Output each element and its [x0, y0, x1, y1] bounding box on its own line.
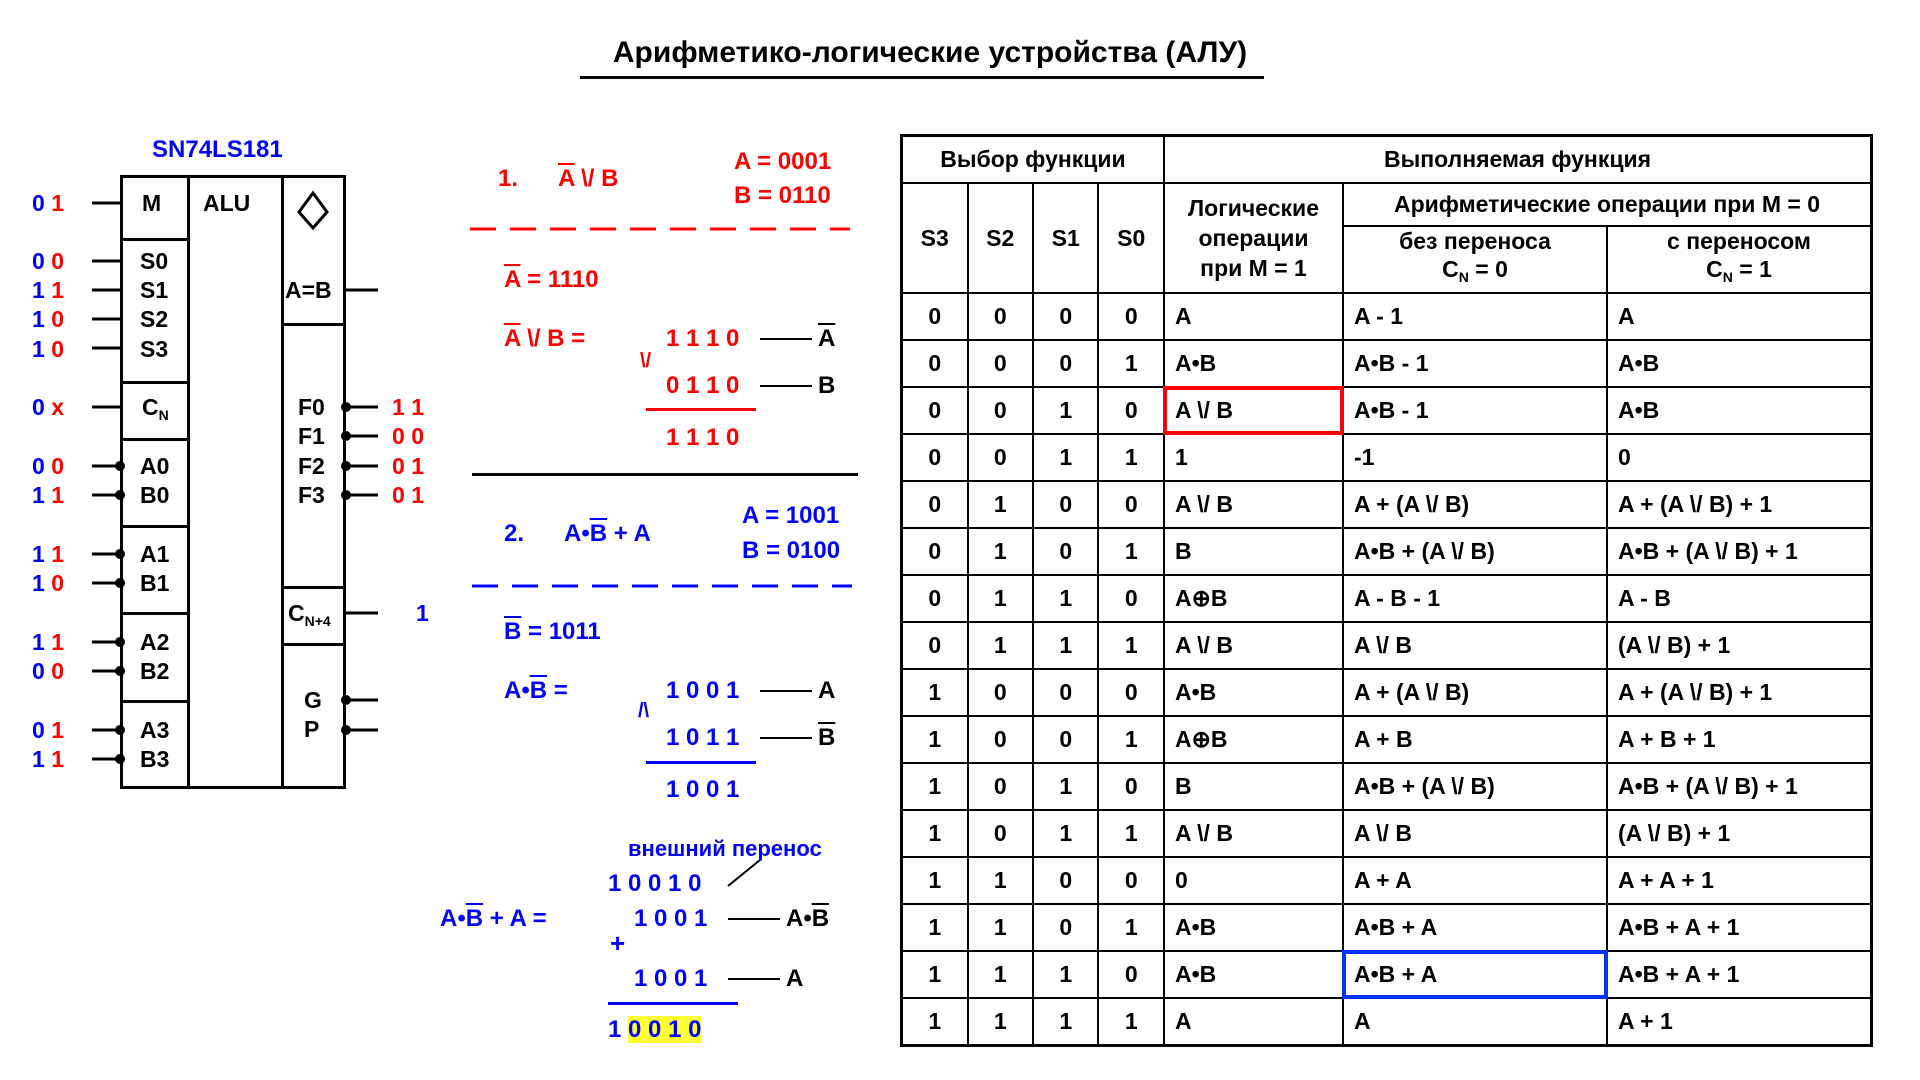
cell-arith-no-carry: A•B - 1 [1343, 340, 1607, 387]
col-s3: S3 [902, 183, 968, 293]
sum-row2-leader [728, 978, 780, 980]
cell-arith-no-carry: A + A [1343, 857, 1607, 904]
ex1-a-given: A = 0001 [734, 148, 832, 175]
cell-arith-carry: (A \/ B) + 1 [1607, 622, 1872, 669]
cell-logic: A \/ B [1164, 622, 1343, 669]
table-row [902, 481, 1872, 528]
cell-logic: A•B [1164, 340, 1343, 387]
cell-arith-carry: A•B + (A \/ B) + 1 [1607, 528, 1872, 575]
cell-arith-carry: A•B + (A \/ B) + 1 [1607, 763, 1872, 810]
table-row [902, 716, 1872, 763]
ex2-op: /\ [638, 700, 650, 722]
cell-s2: 0 [968, 340, 1033, 387]
cell-s0: 1 [1098, 622, 1164, 669]
ex1-row2-tag: B [818, 372, 836, 399]
ex1-row1-leader [760, 338, 812, 340]
cell-arith-carry: A•B [1607, 340, 1872, 387]
ex2-row1-tag: A [818, 677, 836, 704]
f1-value: 0 0 [392, 423, 424, 449]
table-row [902, 340, 1872, 387]
s0-value: 0 0 [32, 248, 64, 274]
a2-value: 1 1 [32, 629, 64, 655]
cell-s0: 0 [1098, 575, 1164, 622]
cell-logic: A \/ B [1164, 810, 1343, 857]
carry-label: внешний перенос [628, 836, 822, 861]
table-row [902, 904, 1872, 951]
cell-s1: 1 [1033, 387, 1098, 434]
cell-s2: 0 [968, 387, 1033, 434]
sum-row1-tag: $A•\overline{B}$ [786, 905, 830, 932]
final-result: 1 0 0 1 0 [608, 1016, 702, 1043]
table-row [902, 528, 1872, 575]
cell-logic: A \/ B [1164, 481, 1343, 528]
col-s0: S0 [1098, 183, 1164, 293]
ex2-not-b: $\overline{B} = 1011$ [504, 618, 601, 645]
cell-s1: 0 [1033, 904, 1098, 951]
sum-label: $A•\overline{B} + A$ = [440, 905, 547, 932]
col-s1: S1 [1033, 183, 1098, 293]
cell-arith-carry: A + (A \/ B) + 1 [1607, 481, 1872, 528]
ex2-row2-leader [760, 737, 812, 739]
sum-row2: 1 0 0 1 [634, 965, 708, 992]
cell-s1: 1 [1033, 951, 1098, 998]
sum-row2-tag: A [786, 965, 804, 992]
cell-s0: 0 [1098, 481, 1164, 528]
cell-s2: 0 [968, 716, 1033, 763]
pin-a0-label: A0 [140, 453, 170, 479]
cell-arith-no-carry: A•B + (A \/ B) [1343, 528, 1607, 575]
cell-arith-no-carry: A•B + A [1343, 951, 1607, 998]
cell-s2: 0 [968, 810, 1033, 857]
cell-logic: 0 [1164, 857, 1343, 904]
cell-logic: A•B [1164, 669, 1343, 716]
pin-f2-label: F2 [298, 453, 325, 479]
cell-s2: 0 [968, 293, 1033, 340]
ex1-expression: $\overline{A}$ \/ B [558, 165, 619, 192]
pin-f3-label: F3 [298, 482, 325, 508]
pin-b1-label: B1 [140, 570, 170, 596]
cell-s1: 1 [1033, 434, 1098, 481]
b3-value: 1 1 [32, 746, 64, 772]
table-row [902, 857, 1872, 904]
cell-s0: 1 [1098, 340, 1164, 387]
cell-s3: 1 [902, 763, 968, 810]
ex2-b-given: B = 0100 [742, 537, 841, 564]
carry-arrow-icon [724, 858, 764, 888]
ex1-dashed-divider [470, 226, 850, 232]
b1-value: 1 0 [32, 570, 64, 596]
table-row [902, 293, 1872, 340]
cell-arith-no-carry: A - B - 1 [1343, 575, 1607, 622]
sum-row1: 1 0 0 1 [634, 905, 708, 932]
cell-s1: 1 [1033, 810, 1098, 857]
pin-a2-label: A2 [140, 629, 170, 655]
cell-arith-no-carry: A•B + (A \/ B) [1343, 763, 1607, 810]
carry-row: 1 0 0 1 0 [608, 870, 702, 897]
cell-s3: 1 [902, 951, 968, 998]
cell-s2: 1 [968, 481, 1033, 528]
cell-s0: 0 [1098, 669, 1164, 716]
cell-s3: 0 [902, 528, 968, 575]
cell-arith-carry: A [1607, 293, 1872, 340]
pin-cn-label: $C_N$ [142, 394, 169, 423]
cell-s3: 0 [902, 387, 968, 434]
cell-arith-no-carry: A [1343, 998, 1607, 1046]
cell-s3: 0 [902, 575, 968, 622]
cell-s2: 1 [968, 622, 1033, 669]
cell-s1: 1 [1033, 575, 1098, 622]
cell-s2: 0 [968, 763, 1033, 810]
cell-s0: 0 [1098, 763, 1164, 810]
ex1-sum-line [646, 408, 756, 411]
cell-s0: 0 [1098, 951, 1164, 998]
ex2-number: 2. [504, 520, 525, 547]
table-row [902, 434, 1872, 481]
table-row [902, 998, 1872, 1046]
cell-arith-carry: (A \/ B) + 1 [1607, 810, 1872, 857]
examples-divider [472, 473, 858, 476]
ex1-b-given: B = 0110 [734, 182, 831, 209]
cell-arith-carry: A•B + A + 1 [1607, 904, 1872, 951]
f0-value: 1 1 [392, 394, 424, 420]
cell-arith-no-carry: A \/ B [1343, 622, 1607, 669]
a3-value: 0 1 [32, 717, 64, 743]
cell-arith-no-carry: A \/ B [1343, 810, 1607, 857]
m-value: 0 1 [32, 190, 64, 216]
cell-arith-no-carry: A•B + A [1343, 904, 1607, 951]
s1-value: 1 1 [32, 277, 64, 303]
cell-arith-no-carry: -1 [1343, 434, 1607, 481]
cell-s3: 0 [902, 622, 968, 669]
cell-s1: 0 [1033, 669, 1098, 716]
a1-value: 1 1 [32, 541, 64, 567]
ex1-calc-label: $\overline{A}$ \/ B = [504, 325, 586, 352]
ex1-row2-leader [760, 385, 812, 387]
cell-s1: 1 [1033, 998, 1098, 1046]
cell-s1: 0 [1033, 528, 1098, 575]
ex1-not-a: $\overline{A} = 1110$ [504, 266, 599, 293]
a0-value: 0 0 [32, 453, 64, 479]
pin-s0-label: S0 [140, 248, 169, 274]
alu-label: ALU [203, 190, 251, 216]
cn-value: 0 x [32, 394, 64, 420]
pin-a3-label: A3 [140, 717, 170, 743]
table-row [902, 951, 1872, 998]
pin-g-label: G [304, 687, 322, 713]
pin-s3-label: S3 [140, 336, 169, 362]
sum-line [608, 1002, 738, 1005]
ex2-product-line [646, 761, 756, 764]
cell-s1: 1 [1033, 763, 1098, 810]
table-body [902, 293, 1872, 1046]
b2-value: 0 0 [32, 658, 64, 684]
ex1-row1-tag: $\overline{A}$ [818, 325, 836, 352]
chip-name: SN74LS181 [152, 136, 283, 163]
ex1-result: 1 1 1 0 [666, 424, 740, 451]
cell-s3: 0 [902, 340, 968, 387]
pin-s2-label: S2 [140, 306, 169, 332]
cell-arith-carry: 0 [1607, 434, 1872, 481]
ex2-row1: 1 0 0 1 [666, 677, 740, 704]
sum-row1-leader [728, 918, 780, 920]
cell-s3: 1 [902, 810, 968, 857]
cell-arith-carry: A + B + 1 [1607, 716, 1872, 763]
cell-s2: 0 [968, 669, 1033, 716]
ex2-dashed-divider [472, 583, 852, 589]
cell-s3: 0 [902, 434, 968, 481]
cell-logic: A [1164, 293, 1343, 340]
ex2-expression: $A•\overline{B} + A$ [564, 520, 651, 547]
plus-sign: + [610, 928, 626, 958]
s3-value: 1 0 [32, 336, 64, 362]
cell-arith-no-carry: A•B - 1 [1343, 387, 1607, 434]
pin-cn4-label: $C_{N+4}$ [288, 600, 331, 629]
cell-s3: 0 [902, 293, 968, 340]
cell-logic: A⊕B [1164, 575, 1343, 622]
ex1-number: 1. [498, 165, 519, 192]
cell-s2: 1 [968, 904, 1033, 951]
cell-logic: A⊕B [1164, 716, 1343, 763]
table-row [902, 763, 1872, 810]
cell-s3: 1 [902, 669, 968, 716]
ex1-row2: 0 1 1 0 [666, 372, 740, 399]
header-performed-function: Выполняемая функция [1164, 136, 1872, 184]
cell-logic: A•B [1164, 951, 1343, 998]
cell-arith-carry: A + A + 1 [1607, 857, 1872, 904]
cell-s0: 1 [1098, 716, 1164, 763]
cell-arith-carry: A + (A \/ B) + 1 [1607, 669, 1872, 716]
function-table [900, 134, 1873, 1047]
header-arith: Арифметические операции при M = 0 [1343, 183, 1872, 226]
header-function-select: Выбор функции [902, 136, 1165, 184]
cell-logic: 1 [1164, 434, 1343, 481]
pin-b3-label: B3 [140, 746, 170, 772]
cell-arith-carry: A + 1 [1607, 998, 1872, 1046]
table-row [902, 575, 1872, 622]
col-carry: с переносом $C_N = 1$ [1607, 226, 1872, 293]
cell-s3: 0 [902, 481, 968, 528]
cell-s0: 1 [1098, 998, 1164, 1046]
cell-s2: 0 [968, 434, 1033, 481]
cell-s0: 1 [1098, 528, 1164, 575]
ex1-row1: 1 1 1 0 [666, 325, 740, 352]
cell-s3: 1 [902, 716, 968, 763]
cell-s1: 0 [1033, 481, 1098, 528]
table-row [902, 810, 1872, 857]
b0-value: 1 1 [32, 482, 64, 508]
pin-f0-label: F0 [298, 394, 325, 420]
pin-b2-label: B2 [140, 658, 170, 684]
ex2-row2-tag: $\overline{B}$ [818, 724, 836, 751]
page-title: Арифметико-логические устройства (АЛУ) [612, 36, 1248, 69]
cell-s0: 1 [1098, 810, 1164, 857]
cell-s2: 1 [968, 575, 1033, 622]
cell-arith-no-carry: A - 1 [1343, 293, 1607, 340]
cell-s0: 0 [1098, 857, 1164, 904]
cell-s3: 1 [902, 904, 968, 951]
ex1-op: \/ [640, 350, 652, 372]
cn4-value: 1 [416, 600, 429, 626]
col-logic: Логические операции при M = 1 [1164, 183, 1343, 293]
ex2-row1-leader [760, 690, 812, 692]
pin-b0-label: B0 [140, 482, 170, 508]
cell-logic: B [1164, 763, 1343, 810]
pin-p-label: P [304, 716, 320, 742]
cell-logic: A•B [1164, 904, 1343, 951]
cell-s2: 1 [968, 857, 1033, 904]
pin-f1-label: F1 [298, 423, 325, 449]
table-row [902, 669, 1872, 716]
ex2-result: 1 0 0 1 [666, 776, 740, 803]
cell-s1: 0 [1033, 857, 1098, 904]
cell-arith-no-carry: A + B [1343, 716, 1607, 763]
cell-s0: 1 [1098, 434, 1164, 481]
f3-value: 0 1 [392, 482, 424, 508]
cell-s3: 1 [902, 857, 968, 904]
cell-s0: 0 [1098, 293, 1164, 340]
col-no-carry: без переноса $C_N = 0$ [1343, 226, 1607, 293]
title-underline [580, 76, 1264, 79]
cell-s3: 1 [902, 998, 968, 1046]
cell-s2: 1 [968, 951, 1033, 998]
cell-s2: 1 [968, 528, 1033, 575]
cell-s2: 1 [968, 998, 1033, 1046]
cell-arith-no-carry: A + (A \/ B) [1343, 669, 1607, 716]
pin-s1-label: S1 [140, 277, 169, 303]
cell-arith-carry: A - B [1607, 575, 1872, 622]
cell-s1: 0 [1033, 340, 1098, 387]
cell-arith-no-carry: A + (A \/ B) [1343, 481, 1607, 528]
chip-pin-wires [0, 0, 450, 800]
ex2-a-given: A = 1001 [742, 502, 840, 529]
cell-arith-carry: A•B + A + 1 [1607, 951, 1872, 998]
table-row [902, 387, 1872, 434]
col-s2: S2 [968, 183, 1033, 293]
cell-logic: A [1164, 998, 1343, 1046]
table-row [902, 622, 1872, 669]
f2-value: 0 1 [392, 453, 424, 479]
pin-a1-label: A1 [140, 541, 170, 567]
ex2-row2: 1 0 1 1 [666, 724, 740, 751]
cell-logic: B [1164, 528, 1343, 575]
cell-s0: 1 [1098, 904, 1164, 951]
cell-s1: 0 [1033, 293, 1098, 340]
s2-value: 1 0 [32, 306, 64, 332]
cell-s1: 1 [1033, 622, 1098, 669]
ex2-calc-label: $A•\overline{B}$ = [504, 677, 568, 704]
cell-logic: A \/ B [1164, 387, 1343, 434]
pin-m-label: M [142, 190, 162, 216]
cell-arith-carry: A•B [1607, 387, 1872, 434]
cell-s1: 0 [1033, 716, 1098, 763]
cell-s0: 0 [1098, 387, 1164, 434]
pin-aeqb-label: A=B [285, 277, 332, 303]
